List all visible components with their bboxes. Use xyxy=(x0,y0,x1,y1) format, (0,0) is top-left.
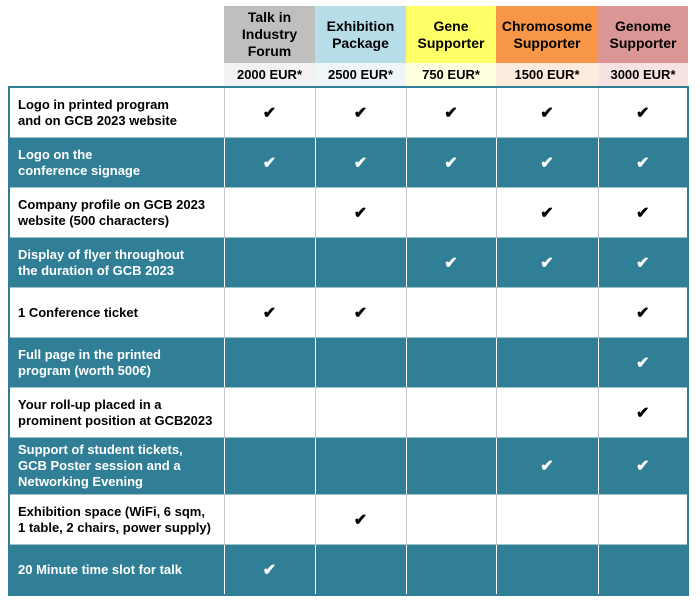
check-icon: ✔ xyxy=(224,87,315,138)
check-icon: ✔ xyxy=(315,495,406,545)
check-icon xyxy=(224,495,315,545)
benefit-label: Company profile on GCB 2023 website (500 characters) xyxy=(9,188,224,238)
benefit-row xyxy=(9,238,688,288)
benefit-row xyxy=(9,87,688,138)
check-icon xyxy=(496,545,598,596)
check-icon xyxy=(224,438,315,495)
check-icon: ✔ xyxy=(315,288,406,338)
check-icon xyxy=(406,438,496,495)
check-icon xyxy=(598,495,688,545)
package-header-chromosome-supporter: Chromosome Supporter xyxy=(496,6,598,63)
check-icon: ✔ xyxy=(406,238,496,288)
check-icon: ✔ xyxy=(496,87,598,138)
benefit-row xyxy=(9,288,688,338)
benefit-label: Full page in the printed program (worth 500€) xyxy=(9,338,224,388)
check-icon xyxy=(496,388,598,438)
check-icon: ✔ xyxy=(598,238,688,288)
benefit-label: 1 Conference ticket xyxy=(9,288,224,338)
check-icon xyxy=(224,338,315,388)
benefit-row xyxy=(9,138,688,188)
check-icon xyxy=(406,545,496,596)
check-icon xyxy=(315,545,406,596)
benefit-label: Your roll-up placed in a prominent position at GCB2023 xyxy=(9,388,224,438)
check-icon: ✔ xyxy=(224,545,315,596)
check-icon: ✔ xyxy=(598,338,688,388)
check-icon xyxy=(224,188,315,238)
check-icon: ✔ xyxy=(598,438,688,495)
package-header-row xyxy=(9,6,688,63)
benefit-row xyxy=(9,188,688,238)
package-header-exhibition-package: Exhibition Package xyxy=(315,6,406,63)
check-icon: ✔ xyxy=(598,87,688,138)
price-genome-supporter: 3000 EUR* xyxy=(598,63,688,87)
benefit-row xyxy=(9,438,688,495)
package-header-talk-in-industry-forum: Talk in Industry Forum xyxy=(224,6,315,63)
check-icon xyxy=(496,288,598,338)
benefit-row xyxy=(9,545,688,596)
check-icon: ✔ xyxy=(496,188,598,238)
check-icon: ✔ xyxy=(315,87,406,138)
benefit-label: 20 Minute time slot for talk xyxy=(9,545,224,596)
check-icon xyxy=(224,388,315,438)
check-icon xyxy=(496,338,598,388)
check-icon xyxy=(315,388,406,438)
price-chromosome-supporter: 1500 EUR* xyxy=(496,63,598,87)
check-icon xyxy=(406,188,496,238)
check-icon: ✔ xyxy=(598,288,688,338)
package-header-genome-supporter: Genome Supporter xyxy=(598,6,688,63)
check-icon: ✔ xyxy=(598,388,688,438)
benefit-label: Logo in printed program and on GCB 2023 website xyxy=(9,87,224,138)
check-icon xyxy=(315,438,406,495)
check-icon: ✔ xyxy=(496,438,598,495)
check-icon: ✔ xyxy=(496,238,598,288)
check-icon xyxy=(406,495,496,545)
benefit-label: Logo on the conference signage xyxy=(9,138,224,188)
benefit-label: Display of flyer throughout the duration of GCB 2023 xyxy=(9,238,224,288)
check-icon: ✔ xyxy=(496,138,598,188)
check-icon: ✔ xyxy=(315,188,406,238)
check-icon: ✔ xyxy=(315,138,406,188)
benefit-row xyxy=(9,388,688,438)
benefit-row xyxy=(9,338,688,388)
check-icon: ✔ xyxy=(224,288,315,338)
header-corner xyxy=(9,6,224,63)
check-icon xyxy=(224,238,315,288)
benefit-row xyxy=(9,495,688,545)
check-icon xyxy=(496,495,598,545)
check-icon xyxy=(315,238,406,288)
sponsorship-package-table xyxy=(8,6,689,596)
check-icon xyxy=(598,545,688,596)
price-corner xyxy=(9,63,224,87)
check-icon: ✔ xyxy=(406,138,496,188)
check-icon: ✔ xyxy=(598,188,688,238)
benefit-label: Exhibition space (WiFi, 6 sqm, 1 table, 2 chairs, power supply) xyxy=(9,495,224,545)
check-icon xyxy=(406,338,496,388)
price-row xyxy=(9,63,688,87)
package-header-gene-supporter: Gene Supporter xyxy=(406,6,496,63)
check-icon: ✔ xyxy=(598,138,688,188)
check-icon: ✔ xyxy=(406,87,496,138)
price-talk-in-industry-forum: 2000 EUR* xyxy=(224,63,315,87)
price-gene-supporter: 750 EUR* xyxy=(406,63,496,87)
check-icon xyxy=(406,388,496,438)
check-icon xyxy=(406,288,496,338)
check-icon xyxy=(315,338,406,388)
benefit-label: Support of student tickets, GCB Poster session and a Networking Evening xyxy=(9,438,224,495)
price-exhibition-package: 2500 EUR* xyxy=(315,63,406,87)
check-icon: ✔ xyxy=(224,138,315,188)
